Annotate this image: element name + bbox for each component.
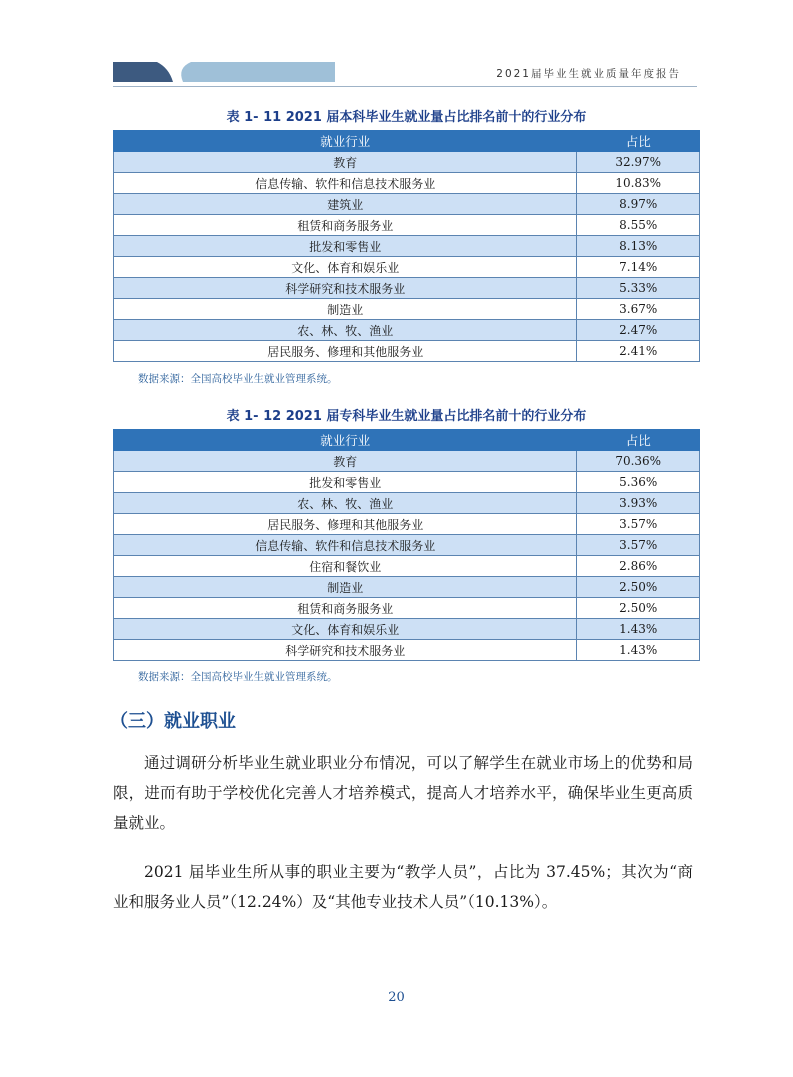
industry-cell: 租赁和商务服务业 bbox=[114, 215, 577, 236]
share-cell: 8.55% bbox=[577, 215, 700, 236]
industry-cell: 租赁和商务服务业 bbox=[114, 598, 577, 619]
table-row bbox=[114, 640, 700, 661]
industry-cell: 农、林、牧、渔业 bbox=[114, 320, 577, 341]
table2-source: 数据来源：全国高校毕业生就业管理系统。 bbox=[138, 671, 338, 683]
table-row bbox=[114, 257, 700, 278]
table-row bbox=[114, 619, 700, 640]
share-cell: 70.36% bbox=[577, 451, 700, 472]
table-row bbox=[114, 472, 700, 493]
header-decoration bbox=[113, 62, 335, 82]
table-row bbox=[114, 493, 700, 514]
share-cell: 10.83% bbox=[577, 173, 700, 194]
industry-cell: 建筑业 bbox=[114, 194, 577, 215]
share-cell: 1.43% bbox=[577, 619, 700, 640]
table2-header-row bbox=[114, 430, 700, 451]
industry-cell: 居民服务、修理和其他服务业 bbox=[114, 514, 577, 535]
industry-cell: 科学研究和技术服务业 bbox=[114, 640, 577, 661]
share-cell: 2.86% bbox=[577, 556, 700, 577]
section-heading: （三）就业职业 bbox=[110, 711, 236, 732]
industry-cell: 制造业 bbox=[114, 299, 577, 320]
share-cell: 32.97% bbox=[577, 152, 700, 173]
paragraph-1: 通过调研分析毕业生就业职业分布情况，可以了解学生在就业市场上的优势和局限，进而有助于学校优化完善人才培养模式，提高人才培养水平，确保毕业生更高质量就业。 bbox=[113, 754, 693, 832]
industry-cell: 文化、体育和娱乐业 bbox=[114, 257, 577, 278]
industry-cell: 教育 bbox=[114, 451, 577, 472]
table-row bbox=[114, 215, 700, 236]
table2 bbox=[113, 429, 700, 661]
table-row bbox=[114, 535, 700, 556]
industry-cell: 居民服务、修理和其他服务业 bbox=[114, 341, 577, 362]
table1-caption: 表 1- 11 2021 届本科毕业生就业量占比排名前十的行业分布 bbox=[226, 110, 587, 125]
share-cell: 7.14% bbox=[577, 257, 700, 278]
table1-source: 数据来源：全国高校毕业生就业管理系统。 bbox=[138, 373, 338, 385]
table1-header-share: 占比 bbox=[577, 131, 700, 152]
table-row bbox=[114, 320, 700, 341]
industry-cell: 教育 bbox=[114, 152, 577, 173]
table2-header-industry: 就业行业 bbox=[114, 430, 577, 451]
table-row bbox=[114, 556, 700, 577]
industry-cell: 制造业 bbox=[114, 577, 577, 598]
table-row bbox=[114, 598, 700, 619]
paragraph-2: 2021 届毕业生所从事的职业主要为“教学人员”，占比为 37.45%；其次为“商业和服务业人员”（12.24%）及“其他专业技术人员”（10.13%）。 bbox=[113, 863, 693, 911]
share-cell: 8.97% bbox=[577, 194, 700, 215]
table1-header-industry: 就业行业 bbox=[114, 131, 577, 152]
table-row bbox=[114, 341, 700, 362]
share-cell: 3.57% bbox=[577, 535, 700, 556]
share-cell: 5.36% bbox=[577, 472, 700, 493]
share-cell: 1.43% bbox=[577, 640, 700, 661]
share-cell: 2.41% bbox=[577, 341, 700, 362]
share-cell: 2.47% bbox=[577, 320, 700, 341]
share-cell: 3.93% bbox=[577, 493, 700, 514]
industry-cell: 批发和零售业 bbox=[114, 236, 577, 257]
table-row bbox=[114, 451, 700, 472]
table1-header-row bbox=[114, 131, 700, 152]
page-number: 20 bbox=[388, 990, 405, 1005]
table1 bbox=[113, 130, 700, 362]
share-cell: 8.13% bbox=[577, 236, 700, 257]
industry-cell: 住宿和餐饮业 bbox=[114, 556, 577, 577]
share-cell: 2.50% bbox=[577, 577, 700, 598]
report-title: 2021届毕业生就业质量年度报告 bbox=[496, 68, 681, 80]
table2-header-share: 占比 bbox=[577, 430, 700, 451]
table-row bbox=[114, 236, 700, 257]
table-row bbox=[114, 577, 700, 598]
table-row bbox=[114, 194, 700, 215]
industry-cell: 信息传输、软件和信息技术服务业 bbox=[114, 173, 577, 194]
table2-caption: 表 1- 12 2021 届专科毕业生就业量占比排名前十的行业分布 bbox=[226, 409, 587, 424]
industry-cell: 文化、体育和娱乐业 bbox=[114, 619, 577, 640]
table-row bbox=[114, 173, 700, 194]
industry-cell: 农、林、牧、渔业 bbox=[114, 493, 577, 514]
industry-cell: 信息传输、软件和信息技术服务业 bbox=[114, 535, 577, 556]
industry-cell: 科学研究和技术服务业 bbox=[114, 278, 577, 299]
share-cell: 3.57% bbox=[577, 514, 700, 535]
table-row bbox=[114, 152, 700, 173]
share-cell: 5.33% bbox=[577, 278, 700, 299]
table-row bbox=[114, 514, 700, 535]
table-row bbox=[114, 299, 700, 320]
header-rule bbox=[113, 86, 697, 87]
share-cell: 3.67% bbox=[577, 299, 700, 320]
share-cell: 2.50% bbox=[577, 598, 700, 619]
table-row bbox=[114, 278, 700, 299]
industry-cell: 批发和零售业 bbox=[114, 472, 577, 493]
